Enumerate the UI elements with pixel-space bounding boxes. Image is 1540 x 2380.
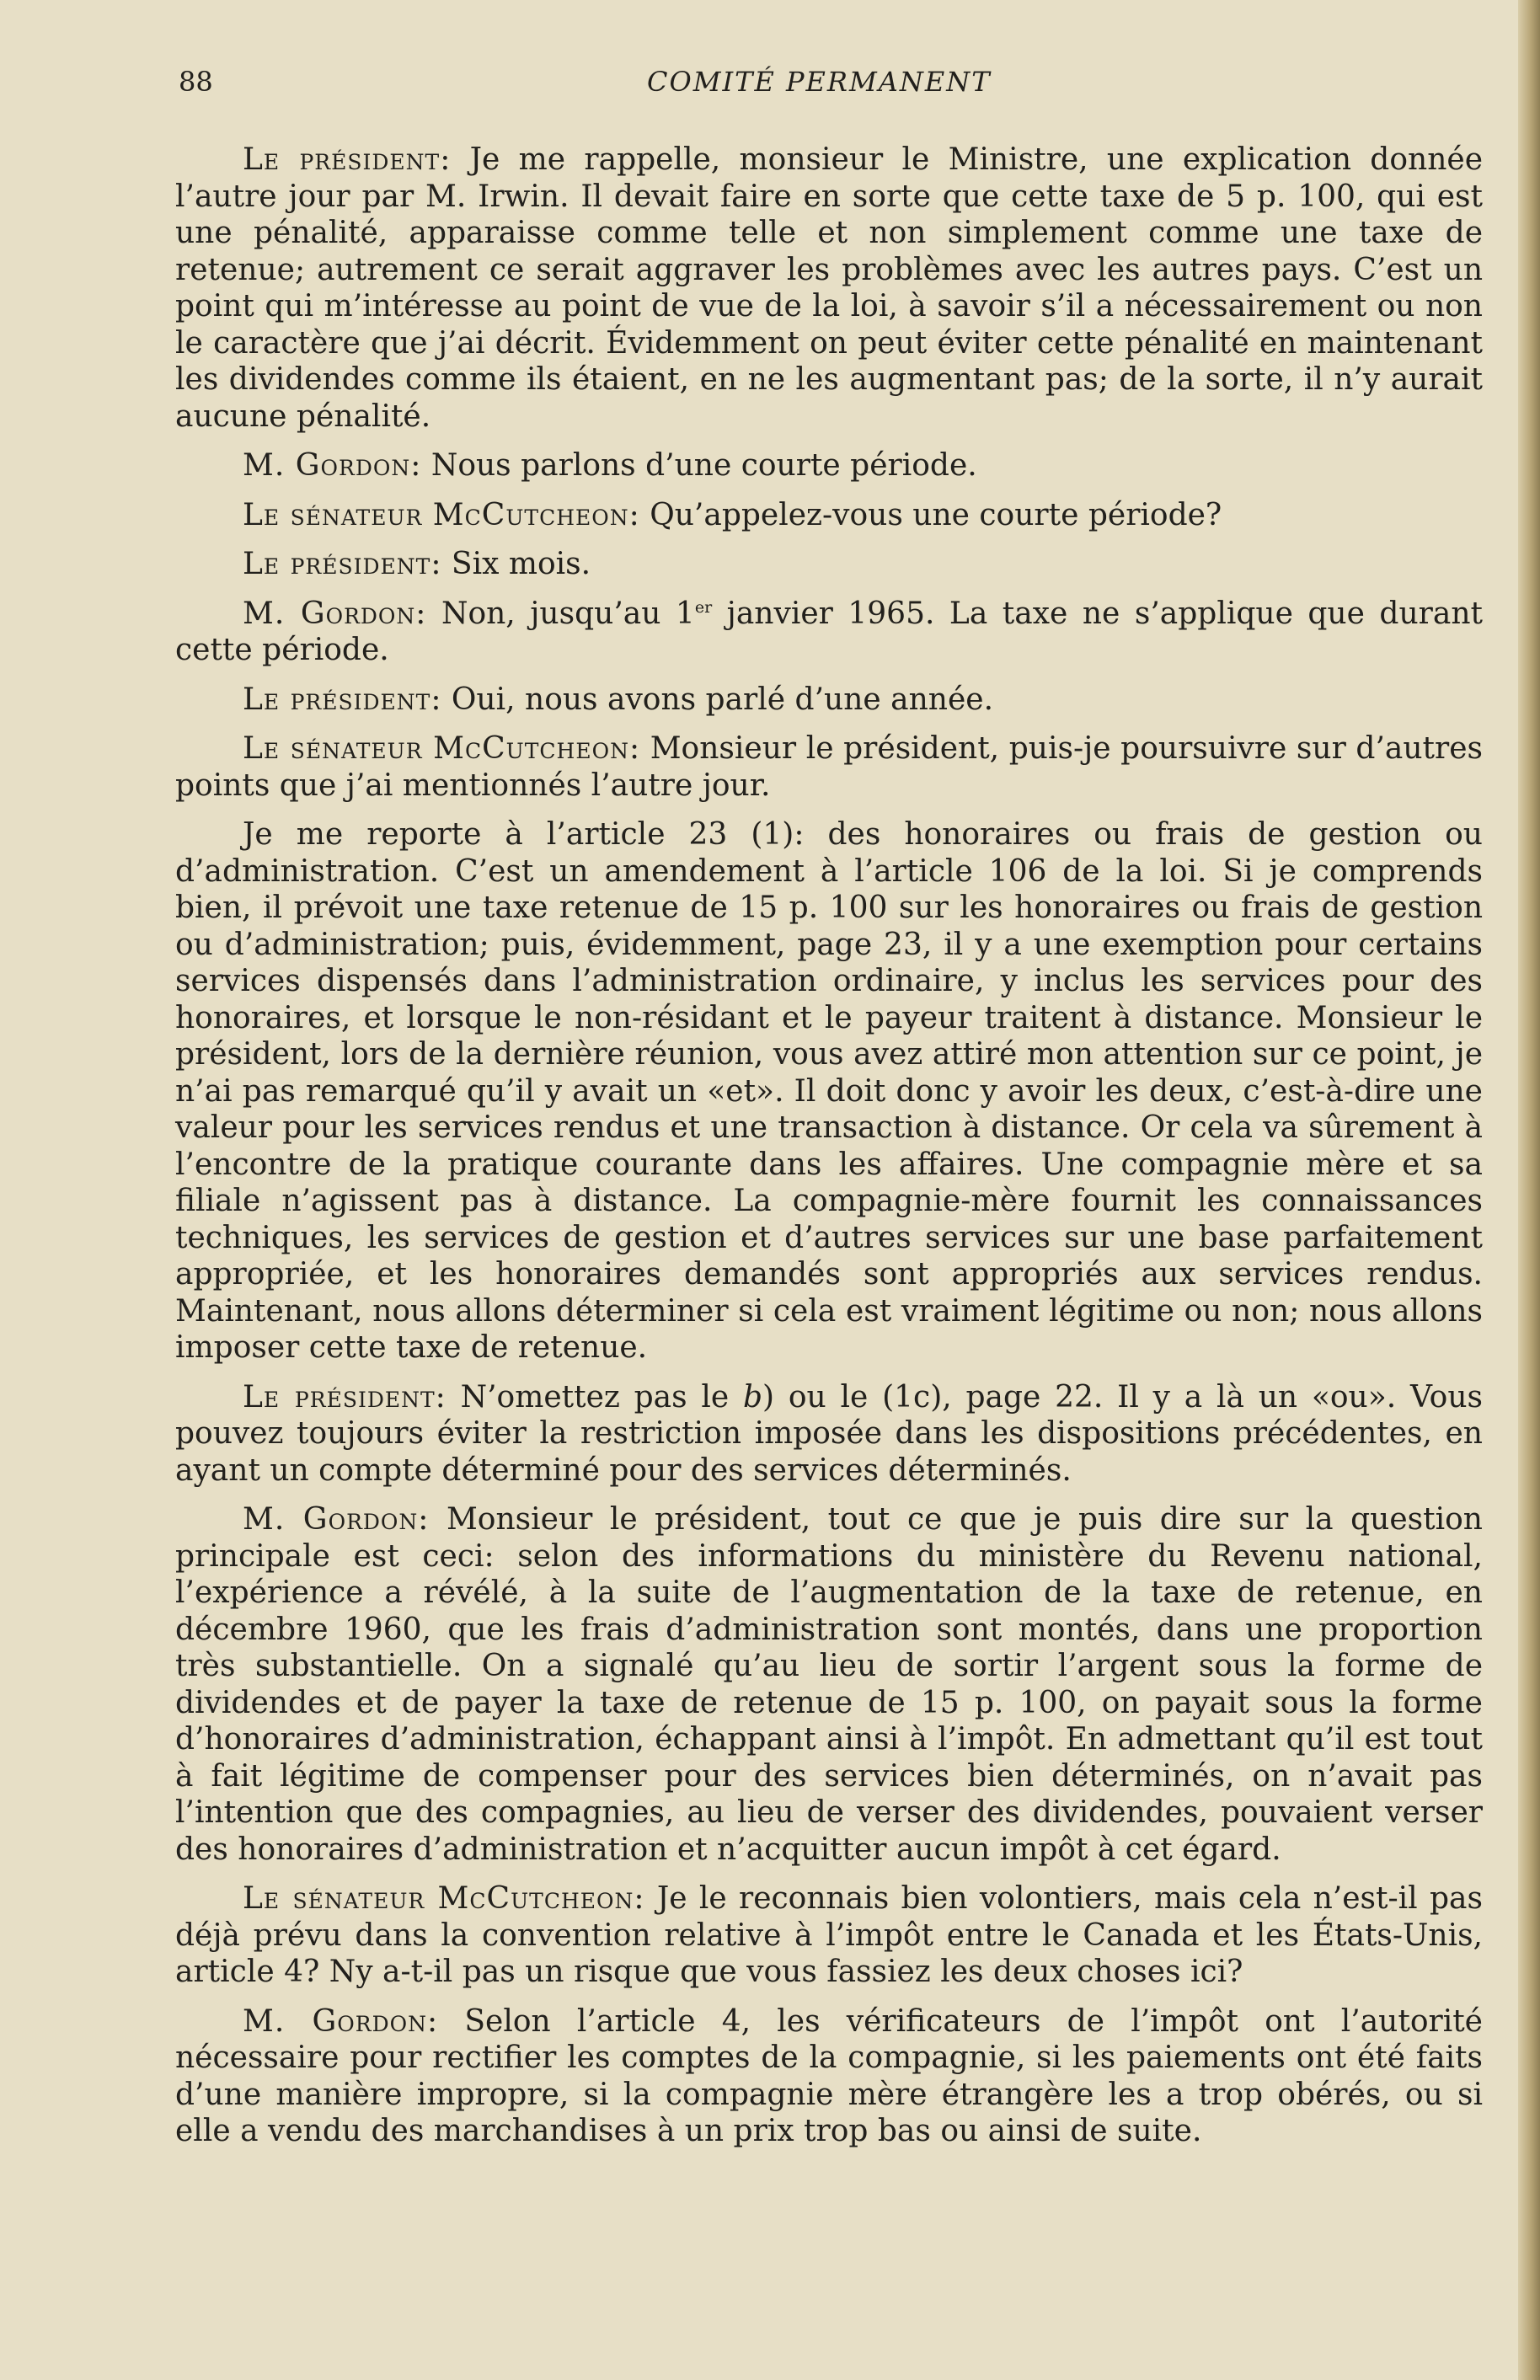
page-header (175, 62, 1483, 111)
speaker-label: Le sénateur McCutcheon: (243, 497, 640, 532)
speaker-label: Le président: (243, 682, 442, 717)
paragraph-text: Je me rappelle, monsieur le Ministre, une explication donnée l’autre jour par M. Irwin. Il devait faire en sorte que cette taxe de 5 p. 100, qui est une pénalité, apparaisse comme telle et non simplement comme une taxe de retenue; autrement ce serait aggraver les problèmes avec les autres pays. C’est un point qui m’intéresse au point de vue de la loi, à savoir s’il a nécessairement ou non le caractère que j’ai décrit. Évidemment on peut éviter cette pénalité en maintenant les dividendes comme ils étaient, en ne les augmentant pas; de la sorte, il n’y aurait aucune pénalité. (175, 142, 1483, 434)
paragraph-text: Selon l’article 4, les vérificateurs de l’impôt ont l’autorité nécessaire pour rectifier les comptes de la compagnie, si les paiements ont été faits d’une manière impropre, si la compagnie mère étrangère les a trop obérés, ou si elle a vendu des marchandises à un prix trop bas ou ainsi de suite. (175, 2003, 1483, 2148)
paragraph (175, 447, 1483, 484)
paragraph-text: Oui, nous avons parlé d’une année. (441, 682, 994, 717)
paragraph-text: Non, jusqu’au 1 (426, 596, 695, 631)
running-title: COMITÉ PERMANENT (647, 66, 992, 98)
speaker-label: Le sénateur McCutcheon: (243, 1881, 645, 1916)
paragraph-text: ) ou le (1c), page 22. Il y a là un «ou». Vous pouvez toujours éviter la restriction imposée dans les dispositions précédentes, en ayant un compte déterminé pour des services déterminés. (175, 1379, 1484, 1488)
speaker-label: Le président: (243, 1379, 446, 1415)
paragraph-text: Monsieur le président, tout ce que je puis dire sur la question principale est ceci: selon des informations du ministère du Revenu national, l’expérience a révélé, à la suite de l’augmentation de la taxe de retenue, en décembre 1960, que les frais d’administration sont montés, dans une proportion très substantielle. On a signalé qu’au lieu de sortir l’argent sous la forme de dividendes et de payer la taxe de retenue de 15 p. 100, on payait sous la forme d’honoraires d’administration, échappant ainsi à l’impôt. En admettant qu’il est tout à fait légitime de compenser pour des services bien déterminés, on n’avait pas l’intention que des compagnies, au lieu de verser des dividendes, pouvaient verser des honoraires d’administration et n’acquitter aucun impôt à cet égard. (175, 1502, 1483, 1867)
page-number: 88 (179, 66, 213, 98)
paragraph-text: Monsieur le président, puis-je poursuivre sur d’autres points que j’ai mentionnés l’autre jour. (175, 731, 1483, 803)
speaker-label: M. Gordon: (243, 596, 427, 631)
paragraph (175, 816, 1483, 1366)
document-page (175, 62, 1483, 2163)
paragraph (175, 546, 1483, 583)
paragraph (175, 682, 1483, 719)
paragraph-text: Nous parlons d’une courte période. (421, 448, 977, 483)
speaker-label: M. Gordon: (243, 1502, 430, 1537)
paragraph (175, 497, 1483, 534)
paragraph (175, 730, 1483, 804)
speaker-label: M. Gordon: (243, 448, 422, 483)
paragraph-text: Je le reconnais bien volontiers, mais cela n’est-il pas déjà prévu dans la convention relative à l’impôt entre le Canada et les États-Unis, article 4? Ny a-t-il pas un risque que vous fassiez les deux choses ici? (175, 1881, 1483, 1989)
paragraph-text: Six mois. (441, 547, 591, 581)
paragraph (175, 596, 1483, 669)
paragraph (175, 142, 1483, 435)
speaker-label: M. Gordon: (243, 2003, 439, 2039)
speaker-label: Le président: (243, 142, 452, 177)
paragraph-text: janvier 1965. La taxe ne s’applique que durant cette période. (175, 596, 1483, 667)
paragraph-text: Qu’appelez-vous une courte période? (639, 497, 1222, 532)
paragraph (175, 1501, 1483, 1868)
superscript: er (694, 597, 713, 617)
document-body (175, 142, 1483, 2150)
page-edge (1518, 0, 1540, 2380)
italic-letter: b (742, 1379, 763, 1415)
paragraph-text: N’omettez pas le (446, 1379, 743, 1415)
paragraph-text: Je me reporte à l’article 23 (1): des honoraires ou frais de gestion ou d’administration. C’est un amendement à l’article 106 de la loi. Si je comprends bien, il prévoit une taxe retenue de 15 p. 100 sur les honoraires ou frais de gestion ou d’administration; puis, évidemment, page 23, il y a une exemption pour certains services dispensés dans l’administration ordinaire, y inclus les services pour des honoraires, et lorsque le non-résidant et le payeur traitent à distance. Monsieur le président, lors de la dernière réunion, vous avez attiré mon attention sur ce point, je n’ai pas remarqué qu’il y avait un «et». Il doit donc y avoir les deux, c’est-à-dire une valeur pour les services rendus et une transaction à distance. Or cela va sûrement à l’encontre de la pratique courante dans les affaires. Une compagnie mère et sa filiale n’agissent pas à distance. La compagnie-mère fournit les connaissances techniques, les services de gestion et d’autres services sur une base parfaitement appropriée, et les honoraires demandés sont appropriés aux services rendus. Maintenant, nous allons déterminer si cela est vraiment légitime ou non; nous allons imposer cette taxe de retenue. (175, 817, 1483, 1365)
speaker-label: Le président: (243, 547, 442, 581)
paragraph (175, 2003, 1483, 2150)
speaker-label: Le sénateur McCutcheon: (243, 731, 641, 766)
paragraph (175, 1880, 1483, 1991)
paragraph (175, 1379, 1483, 1490)
